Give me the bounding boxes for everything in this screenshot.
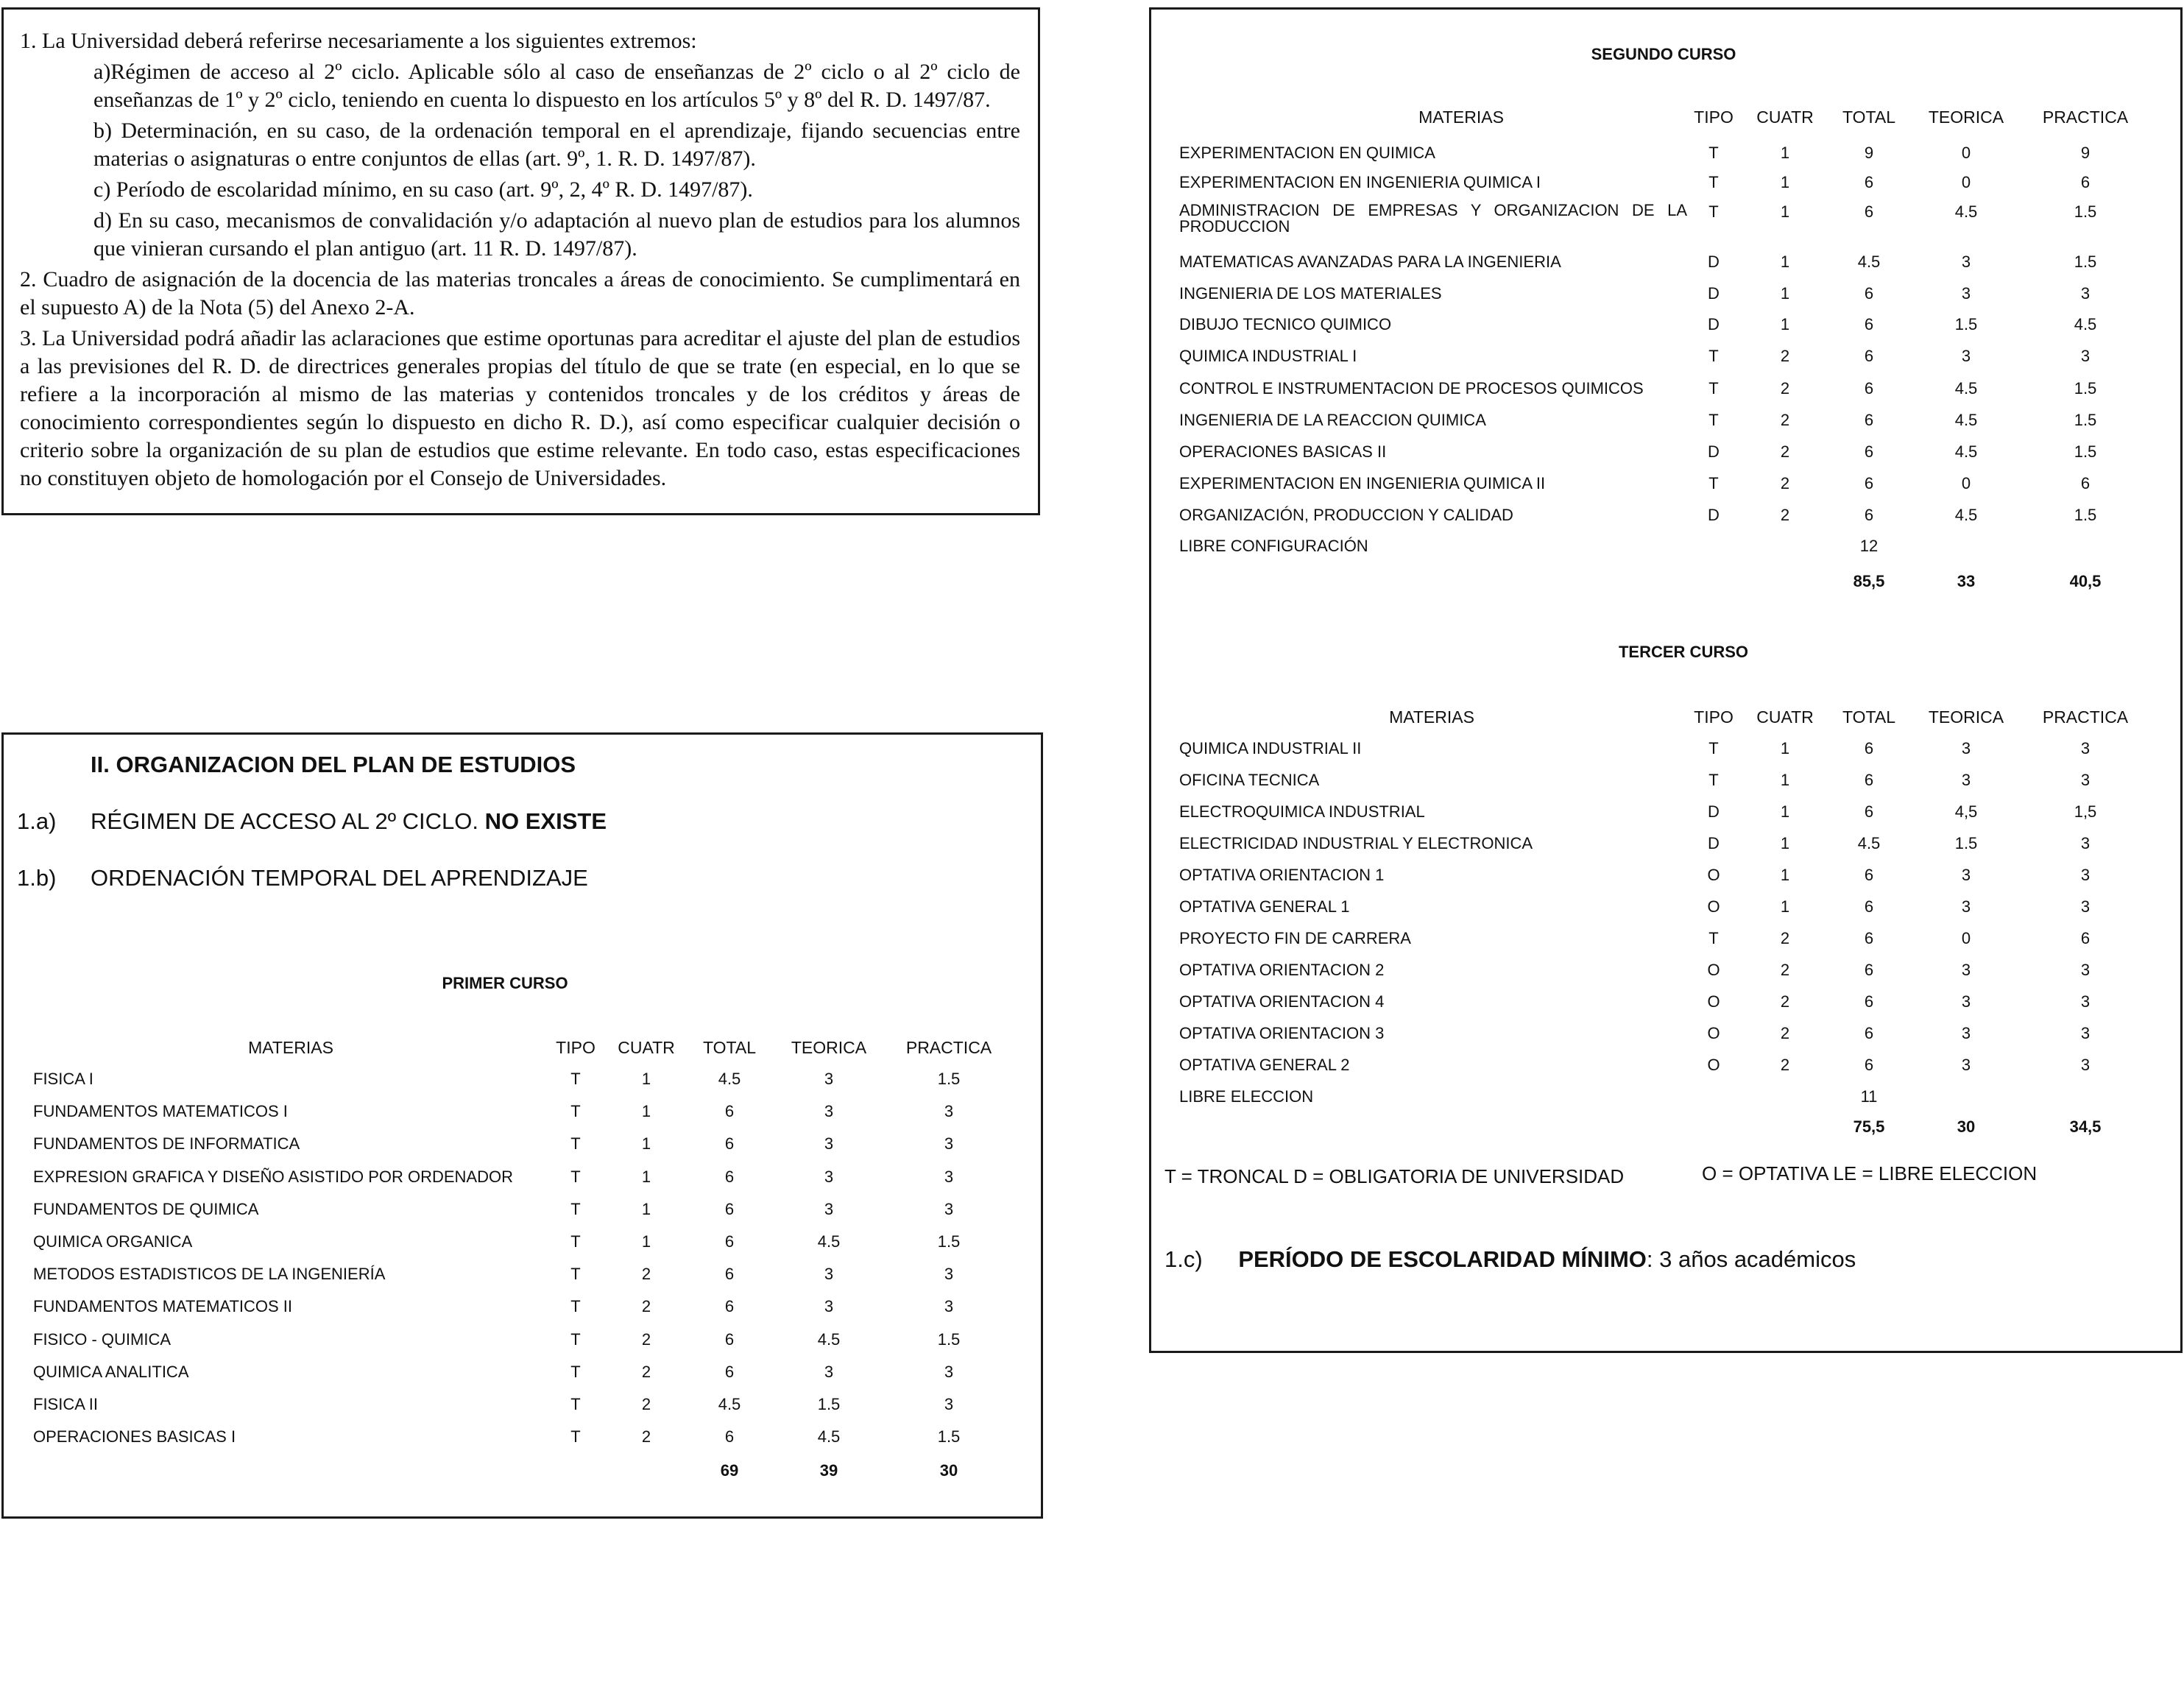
segundo-cell-cuatr: 2 xyxy=(1780,506,1790,524)
primer-cell-total: 6 xyxy=(724,1134,735,1153)
item-1a-label: RÉGIMEN DE ACCESO AL 2º CICLO. xyxy=(91,808,478,834)
note-3: 3. La Universidad podrá añadir las aclaraciones que estime oportunas para acreditar el ajuste del plan de estudios a las previsiones del R. D. de directrices generales propias del título de que se trate (en especial, en lo que se refiere a la incorporación al mismo de las materias y contenidos troncales y de los créditos y áreas de conocimiento correspondientes según lo dispuesto en dicho R. D.), así como especificar cualquier decisión o criterio sobre la organización de su plan de estudios que estime relevante. En todo caso, estas especificaciones no constituyen objeto de homologación por el Consejo de Universidades. xyxy=(20,326,1020,490)
tercer-cell-total: 6 xyxy=(1864,739,1874,757)
tercer-cell-total: 4.5 xyxy=(1857,834,1881,852)
segundo-header-teorica: TEORICA xyxy=(1928,107,2004,127)
segundo-cell-practica: 1.5 xyxy=(2074,252,2097,271)
tercer-cell-cuatr: 2 xyxy=(1780,1024,1790,1042)
segundo-cell-materias: QUIMICA INDUSTRIAL I xyxy=(1179,347,1357,365)
tercer-cell-practica: 1,5 xyxy=(2074,802,2097,821)
courses-box xyxy=(1149,7,2183,1353)
item-1b-number: 1.b) xyxy=(17,865,57,891)
primer-cell-materias: QUIMICA ANALITICA xyxy=(33,1363,189,1381)
primer-cell-practica: 3 xyxy=(944,1102,954,1120)
tercer-cell-materias: ELECTRICIDAD INDUSTRIAL Y ELECTRONICA xyxy=(1179,834,1533,852)
segundo-cell-teorica: 4.5 xyxy=(1954,506,1978,524)
segundo-cell-total: 6 xyxy=(1864,442,1874,461)
tercer-cell-teorica: 3 xyxy=(1961,739,1971,757)
tercer-cell-materias: OFICINA TECNICA xyxy=(1179,771,1320,789)
segundo-cell-teorica: 3 xyxy=(1961,347,1971,365)
tercer-cell-tipo: O xyxy=(1707,992,1720,1011)
primer-cell-practica: 1.5 xyxy=(937,1427,961,1446)
primer-cell-practica: 3 xyxy=(944,1168,954,1186)
periodo-value: : 3 años académicos xyxy=(1646,1246,1856,1272)
primer-cell-materias: FUNDAMENTOS DE QUIMICA xyxy=(33,1200,259,1218)
tercer-cell-materias: OPTATIVA GENERAL 2 xyxy=(1179,1056,1350,1074)
tercer-cell-practica: 3 xyxy=(2080,834,2091,852)
primer-cell-total: 4.5 xyxy=(718,1070,741,1088)
segundo-cell-tipo: T xyxy=(1708,202,1719,221)
tercer-cell-teorica: 4,5 xyxy=(1954,802,1978,821)
primer-cell-cuatr: 1 xyxy=(641,1168,651,1186)
segundo-cell-practica: 1.5 xyxy=(2074,442,2097,461)
tercer-cell-cuatr: 1 xyxy=(1780,802,1790,821)
segundo-cell-teorica: 3 xyxy=(1961,284,1971,303)
segundo-cell-teorica: 4.5 xyxy=(1954,379,1978,398)
tercer-cell-tipo: O xyxy=(1707,897,1720,916)
segundo-header-total: TOTAL xyxy=(1842,107,1895,127)
segundo-total-total: 85,5 xyxy=(1853,572,1885,590)
legend-right: O = OPTATIVA LE = LIBRE ELECCION xyxy=(1702,1162,2038,1184)
segundo-cell-cuatr: 2 xyxy=(1780,474,1790,492)
segundo-cell-teorica: 3 xyxy=(1961,252,1971,271)
segundo-header-cuatr: CUATR xyxy=(1756,107,1814,127)
primer-total-total: 69 xyxy=(720,1461,739,1480)
segundo-cell-practica: 1.5 xyxy=(2074,506,2097,524)
primer-cell-cuatr: 2 xyxy=(641,1297,651,1315)
primer-cell-materias: FISICA II xyxy=(33,1395,99,1413)
periodo-number: 1.c) xyxy=(1165,1246,1203,1272)
segundo-cell-total: 4.5 xyxy=(1857,252,1881,271)
primer-header-tipo: TIPO xyxy=(556,1038,596,1057)
primer-cell-cuatr: 1 xyxy=(641,1200,651,1218)
segundo-cell-tipo: T xyxy=(1708,474,1719,492)
tercer-cell-total: 6 xyxy=(1864,802,1874,821)
tercer-cell-practica: 3 xyxy=(2080,992,2091,1011)
primer-cell-total: 6 xyxy=(724,1102,735,1120)
tercer-cell-cuatr: 1 xyxy=(1780,866,1790,884)
segundo-cell-materias: INGENIERIA DE LOS MATERIALES xyxy=(1179,284,1442,303)
primer-cell-tipo: T xyxy=(570,1265,581,1283)
tercer-cell-teorica: 3 xyxy=(1961,866,1971,884)
tercer-cell-total: 6 xyxy=(1864,1024,1874,1042)
segundo-cell-teorica: 4.5 xyxy=(1954,442,1978,461)
segundo-cell-tipo: D xyxy=(1708,315,1720,333)
segundo-cell-total: 6 xyxy=(1864,315,1874,333)
tercer-header-teorica: TEORICA xyxy=(1928,707,2004,727)
segundo-cell-materias: EXPERIMENTACION EN INGENIERIA QUIMICA I xyxy=(1179,173,1541,191)
primer-cell-total: 6 xyxy=(724,1168,735,1186)
primer-cell-cuatr: 1 xyxy=(641,1070,651,1088)
segundo-cell-total: 6 xyxy=(1864,411,1874,429)
periodo-minimo xyxy=(1165,1246,1856,1273)
segundo-cell-total: 6 xyxy=(1864,474,1874,492)
segundo-cell-practica: 4.5 xyxy=(2074,315,2097,333)
tercer-total-total: 75,5 xyxy=(1853,1117,1885,1136)
primer-cell-total: 6 xyxy=(724,1265,735,1283)
tercer-cell-total: 6 xyxy=(1864,992,1874,1011)
primer-cell-practica: 3 xyxy=(944,1297,954,1315)
primer-cell-total: 6 xyxy=(724,1363,735,1381)
tercer-cell-total: 6 xyxy=(1864,1056,1874,1074)
primer-cell-cuatr: 2 xyxy=(641,1363,651,1381)
primer-cell-practica: 3 xyxy=(944,1265,954,1283)
primer-cell-teorica: 3 xyxy=(824,1168,834,1186)
primer-cell-teorica: 4.5 xyxy=(817,1330,841,1349)
segundo-cell-tipo: D xyxy=(1708,442,1720,461)
segundo-cell-total: 12 xyxy=(1859,537,1879,555)
primer-cell-tipo: T xyxy=(570,1134,581,1153)
segundo-cell-materias: EXPERIMENTACION EN INGENIERIA QUIMICA II xyxy=(1179,474,1546,492)
segundo-cell-materias: OPERACIONES BASICAS II xyxy=(1179,442,1387,461)
segundo-cell-tipo: D xyxy=(1708,506,1720,524)
segundo-cell-cuatr: 1 xyxy=(1780,252,1790,271)
tercer-cell-teorica: 3 xyxy=(1961,1024,1971,1042)
tercer-total-teorica: 30 xyxy=(1957,1117,1976,1136)
tercer-cell-materias: OPTATIVA ORIENTACION 1 xyxy=(1179,866,1385,884)
primer-cell-cuatr: 1 xyxy=(641,1232,651,1251)
primer-cell-tipo: T xyxy=(570,1232,581,1251)
primer-cell-total: 6 xyxy=(724,1427,735,1446)
tercer-cell-teorica: 0 xyxy=(1961,929,1971,947)
segundo-cell-materias: ORGANIZACIÓN, PRODUCCION Y CALIDAD xyxy=(1179,506,1513,524)
segundo-cell-practica: 1.5 xyxy=(2074,379,2097,398)
tercer-cell-cuatr: 1 xyxy=(1780,771,1790,789)
primer-header-total: TOTAL xyxy=(703,1038,756,1057)
tercer-header-tipo: TIPO xyxy=(1694,707,1734,727)
note-1c: c) Período de escolaridad mínimo, en su caso (art. 9º, 2, 4º R. D. 1497/87). xyxy=(93,177,753,202)
primer-cell-materias: FUNDAMENTOS MATEMATICOS I xyxy=(33,1102,288,1120)
tercer-cell-practica: 3 xyxy=(2080,897,2091,916)
tercer-cell-tipo: D xyxy=(1708,834,1720,852)
periodo-label: PERÍODO DE ESCOLARIDAD MÍNIMO xyxy=(1238,1246,1647,1272)
item-1a-text xyxy=(91,808,607,835)
segundo-total-teorica: 33 xyxy=(1957,572,1976,590)
primer-cell-cuatr: 2 xyxy=(641,1395,651,1413)
primer-cell-materias: EXPRESION GRAFICA Y DISEÑO ASISTIDO POR ORDENADOR xyxy=(33,1168,513,1186)
primer-cell-cuatr: 2 xyxy=(641,1265,651,1283)
primer-cell-tipo: T xyxy=(570,1363,581,1381)
primer-total-teorica: 39 xyxy=(819,1461,838,1480)
tercer-cell-cuatr: 2 xyxy=(1780,1056,1790,1074)
primer-cell-materias: FUNDAMENTOS MATEMATICOS II xyxy=(33,1297,293,1315)
segundo-cell-cuatr: 1 xyxy=(1780,315,1790,333)
instructions-box xyxy=(1,7,1040,515)
note-1d: d) En su caso, mecanismos de convalidación y/o adaptación al nuevo plan de estudios para los alumnos que vinieran cursando el plan antiguo (art. 11 R. D. 1497/87). xyxy=(93,208,1020,261)
segundo-cell-total: 6 xyxy=(1864,284,1874,303)
note-1: 1. La Universidad deberá referirse necesariamente a los siguientes extremos: xyxy=(20,29,697,53)
segundo-cell-cuatr: 2 xyxy=(1780,411,1790,429)
item-1b-text: ORDENACIÓN TEMPORAL DEL APRENDIZAJE xyxy=(91,865,588,891)
tercer-cell-cuatr: 2 xyxy=(1780,929,1790,947)
tercer-curso-title: TERCER CURSO xyxy=(1618,643,1749,661)
tercer-cell-cuatr: 1 xyxy=(1780,739,1790,757)
tercer-cell-tipo: T xyxy=(1708,739,1719,757)
segundo-cell-tipo: T xyxy=(1708,411,1719,429)
primer-cell-total: 4.5 xyxy=(718,1395,741,1413)
tercer-cell-materias: QUIMICA INDUSTRIAL II xyxy=(1179,739,1362,757)
tercer-cell-practica: 6 xyxy=(2080,929,2091,947)
segundo-cell-teorica: 1.5 xyxy=(1954,315,1978,333)
primer-cell-practica: 3 xyxy=(944,1200,954,1218)
tercer-cell-cuatr: 1 xyxy=(1780,834,1790,852)
segundo-cell-teorica: 4.5 xyxy=(1954,202,1978,221)
primer-cell-teorica: 3 xyxy=(824,1102,834,1120)
tercer-cell-tipo: T xyxy=(1708,929,1719,947)
note-1a: a)Régimen de acceso al 2º ciclo. Aplicable sólo al caso de enseñanzas de 2º ciclo o al 2º ciclo de enseñanzas de 1º y 2º ciclo, teniendo en cuenta lo dispuesto en los artículos 5º y 8º del R. D. 1497/87. xyxy=(93,60,1020,112)
primer-cell-teorica: 4.5 xyxy=(817,1232,841,1251)
primer-cell-materias: FISICO - QUIMICA xyxy=(33,1330,171,1349)
tercer-cell-teorica: 3 xyxy=(1961,897,1971,916)
primer-cell-total: 6 xyxy=(724,1232,735,1251)
note-2: 2. Cuadro de asignación de la docencia de las materias troncales a áreas de conocimiento. Se cumplimentará en el supuesto A) de la Nota (5) del Anexo 2-A. xyxy=(20,267,1020,319)
segundo-cell-practica: 6 xyxy=(2080,474,2091,492)
item-1a-number: 1.a) xyxy=(17,808,57,834)
tercer-cell-tipo: O xyxy=(1707,1056,1720,1074)
primer-cell-teorica: 3 xyxy=(824,1134,834,1153)
primer-cell-teorica: 3 xyxy=(824,1265,834,1283)
primer-cell-teorica: 3 xyxy=(824,1297,834,1315)
tercer-cell-cuatr: 2 xyxy=(1780,961,1790,979)
segundo-cell-total: 6 xyxy=(1864,173,1874,191)
tercer-cell-tipo: O xyxy=(1707,1024,1720,1042)
tercer-cell-tipo: O xyxy=(1707,961,1720,979)
primer-cell-practica: 3 xyxy=(944,1363,954,1381)
primer-header-cuatr: CUATR xyxy=(618,1038,675,1057)
tercer-cell-materias: LIBRE ELECCION xyxy=(1179,1087,1314,1106)
primer-cell-teorica: 3 xyxy=(824,1200,834,1218)
segundo-cell-teorica: 4.5 xyxy=(1954,411,1978,429)
primer-cell-practica: 3 xyxy=(944,1134,954,1153)
note-1b: b) Determinación, en su caso, de la ordenación temporal en el aprendizaje, fijando secuencias entre materias o asignaturas o entre conjuntos de ellas (art. 9º, 1. R. D. 1497/87). xyxy=(93,119,1020,171)
segundo-curso-title: SEGUNDO CURSO xyxy=(1591,45,1736,63)
segundo-cell-tipo: T xyxy=(1708,379,1719,398)
tercer-cell-teorica: 3 xyxy=(1961,771,1971,789)
primer-cell-materias: QUIMICA ORGANICA xyxy=(33,1232,193,1251)
segundo-cell-cuatr: 1 xyxy=(1780,144,1790,162)
primer-cell-teorica: 3 xyxy=(824,1070,834,1088)
primer-cell-tipo: T xyxy=(570,1427,581,1446)
tercer-cell-practica: 3 xyxy=(2080,1056,2091,1074)
primer-cell-tipo: T xyxy=(570,1168,581,1186)
tercer-cell-materias: OPTATIVA ORIENTACION 4 xyxy=(1179,992,1385,1011)
primer-cell-practica: 1.5 xyxy=(937,1070,961,1088)
tercer-cell-total: 11 xyxy=(1860,1087,1878,1106)
tercer-cell-materias: OPTATIVA ORIENTACION 2 xyxy=(1179,961,1385,979)
tercer-cell-total: 6 xyxy=(1864,866,1874,884)
tercer-header-total: TOTAL xyxy=(1842,707,1895,727)
segundo-header-practica: PRACTICA xyxy=(2042,107,2129,127)
tercer-cell-materias: PROYECTO FIN DE CARRERA xyxy=(1179,929,1411,947)
primer-cell-practica: 1.5 xyxy=(937,1330,961,1349)
segundo-cell-practica: 6 xyxy=(2080,173,2091,191)
segundo-cell-total: 6 xyxy=(1864,379,1874,398)
segundo-cell-tipo: T xyxy=(1708,347,1719,365)
segundo-cell-materias: CONTROL E INSTRUMENTACION DE PROCESOS QUIMICOS xyxy=(1179,379,1644,398)
segundo-cell-cuatr: 1 xyxy=(1780,173,1790,191)
segundo-cell-materias: ADMINISTRACION DE EMPRESAS Y ORGANIZACION DE LA PRODUCCION xyxy=(1179,201,1687,236)
tercer-cell-practica: 3 xyxy=(2080,961,2091,979)
segundo-cell-materias: DIBUJO TECNICO QUIMICO xyxy=(1179,315,1392,333)
primer-cell-tipo: T xyxy=(570,1395,581,1413)
segundo-cell-practica: 9 xyxy=(2080,144,2091,162)
tercer-cell-total: 6 xyxy=(1864,897,1874,916)
segundo-cell-total: 6 xyxy=(1864,506,1874,524)
segundo-cell-teorica: 0 xyxy=(1961,144,1971,162)
tercer-cell-tipo: D xyxy=(1708,802,1720,821)
segundo-cell-materias: MATEMATICAS AVANZADAS PARA LA INGENIERIA xyxy=(1179,252,1561,271)
tercer-cell-total: 6 xyxy=(1864,961,1874,979)
segundo-cell-cuatr: 2 xyxy=(1780,347,1790,365)
segundo-cell-cuatr: 1 xyxy=(1780,284,1790,303)
segundo-cell-materias: EXPERIMENTACION EN QUIMICA xyxy=(1179,144,1435,162)
primer-cell-total: 6 xyxy=(724,1297,735,1315)
tercer-cell-teorica: 3 xyxy=(1961,1056,1971,1074)
segundo-cell-cuatr: 2 xyxy=(1780,379,1790,398)
primer-cell-teorica: 4.5 xyxy=(817,1427,841,1446)
tercer-cell-tipo: O xyxy=(1707,866,1720,884)
segundo-cell-practica: 3 xyxy=(2080,284,2091,303)
primer-cell-teorica: 3 xyxy=(824,1363,834,1381)
segundo-cell-tipo: T xyxy=(1708,173,1719,191)
segundo-cell-total: 6 xyxy=(1864,347,1874,365)
primer-cell-cuatr: 1 xyxy=(641,1102,651,1120)
primer-cell-practica: 3 xyxy=(944,1395,954,1413)
primer-total-practica: 30 xyxy=(939,1461,958,1480)
segundo-cell-practica: 1.5 xyxy=(2074,411,2097,429)
primer-cell-materias: FUNDAMENTOS DE INFORMATICA xyxy=(33,1134,300,1153)
primer-cell-materias: FISICA I xyxy=(33,1070,93,1088)
primer-cell-tipo: T xyxy=(570,1070,581,1088)
primer-cell-materias: METODOS ESTADISTICOS DE LA INGENIERÍA xyxy=(33,1265,386,1283)
segundo-header-tipo: TIPO xyxy=(1694,107,1734,127)
plan-box xyxy=(1,732,1043,1519)
primer-cell-cuatr: 2 xyxy=(641,1330,651,1349)
tercer-header-practica: PRACTICA xyxy=(2042,707,2129,727)
tercer-cell-practica: 3 xyxy=(2080,866,2091,884)
segundo-cell-total: 9 xyxy=(1864,144,1874,162)
primer-cell-tipo: T xyxy=(570,1330,581,1349)
segundo-cell-practica: 1.5 xyxy=(2074,202,2097,221)
tercer-cell-cuatr: 2 xyxy=(1780,992,1790,1011)
tercer-cell-tipo: T xyxy=(1708,771,1719,789)
tercer-cell-teorica: 3 xyxy=(1961,961,1971,979)
primer-cell-tipo: T xyxy=(570,1102,581,1120)
tercer-cell-practica: 3 xyxy=(2080,771,2091,789)
segundo-cell-tipo: D xyxy=(1708,252,1720,271)
primer-header-materias: MATERIAS xyxy=(248,1038,333,1057)
segundo-cell-teorica: 0 xyxy=(1961,474,1971,492)
primer-cell-total: 6 xyxy=(724,1200,735,1218)
primer-header-practica: PRACTICA xyxy=(905,1038,992,1057)
tercer-total-practica: 34,5 xyxy=(2069,1117,2102,1136)
tercer-cell-materias: OPTATIVA GENERAL 1 xyxy=(1179,897,1350,916)
tercer-cell-materias: OPTATIVA ORIENTACION 3 xyxy=(1179,1024,1385,1042)
tercer-cell-teorica: 3 xyxy=(1961,992,1971,1011)
tercer-cell-cuatr: 1 xyxy=(1780,897,1790,916)
primer-cell-cuatr: 2 xyxy=(641,1427,651,1446)
tercer-cell-materias: ELECTROQUIMICA INDUSTRIAL xyxy=(1179,802,1425,821)
segundo-cell-practica: 3 xyxy=(2080,347,2091,365)
tercer-cell-practica: 3 xyxy=(2080,739,2091,757)
item-1a-value: NO EXISTE xyxy=(484,808,607,834)
segundo-cell-materias: INGENIERIA DE LA REACCION QUIMICA xyxy=(1179,411,1486,429)
primer-cell-tipo: T xyxy=(570,1200,581,1218)
segundo-total-practica: 40,5 xyxy=(2069,572,2102,590)
plan-title: II. ORGANIZACION DEL PLAN DE ESTUDIOS xyxy=(91,752,576,777)
tercer-cell-total: 6 xyxy=(1864,771,1874,789)
segundo-cell-tipo: T xyxy=(1708,144,1719,162)
primer-curso-title: PRIMER CURSO xyxy=(442,974,568,992)
primer-cell-tipo: T xyxy=(570,1297,581,1315)
tercer-header-cuatr: CUATR xyxy=(1756,707,1814,727)
primer-header-teorica: TEORICA xyxy=(791,1038,867,1057)
segundo-cell-total: 6 xyxy=(1864,202,1874,221)
legend-left: T = TRONCAL D = OBLIGATORIA DE UNIVERSIDAD xyxy=(1165,1165,1625,1187)
tercer-cell-total: 6 xyxy=(1864,929,1874,947)
segundo-cell-teorica: 0 xyxy=(1961,173,1971,191)
tercer-header-materias: MATERIAS xyxy=(1389,707,1474,727)
primer-cell-cuatr: 1 xyxy=(641,1134,651,1153)
segundo-cell-tipo: D xyxy=(1708,284,1720,303)
segundo-cell-materias: LIBRE CONFIGURACIÓN xyxy=(1179,537,1368,555)
tercer-cell-teorica: 1.5 xyxy=(1954,834,1978,852)
segundo-header-materias: MATERIAS xyxy=(1418,107,1504,127)
segundo-cell-cuatr: 1 xyxy=(1780,202,1790,221)
primer-cell-teorica: 1.5 xyxy=(817,1395,841,1413)
tercer-cell-practica: 3 xyxy=(2080,1024,2091,1042)
primer-cell-materias: OPERACIONES BASICAS I xyxy=(33,1427,236,1446)
segundo-cell-cuatr: 2 xyxy=(1780,442,1790,461)
primer-cell-total: 6 xyxy=(724,1330,735,1349)
primer-cell-practica: 1.5 xyxy=(937,1232,961,1251)
